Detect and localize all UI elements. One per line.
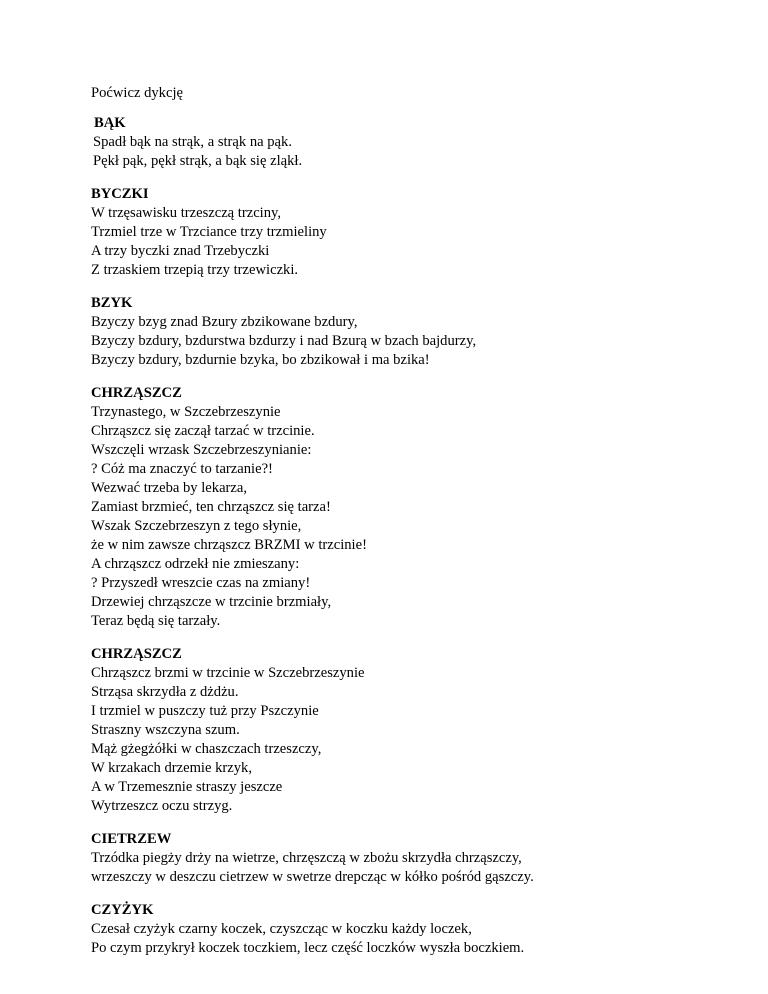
poem-line: wrzeszczy w deszczu cietrzew w swetrze drepcząc w kółko pośród gąszczy. (91, 869, 534, 885)
poem-section (91, 384, 731, 631)
poem-title: CIETRZEW (91, 831, 172, 847)
poem-line: Wezwać trzeba by lekarza, (91, 480, 248, 496)
poem-line: Spadł bąk na strąk, a strąk na pąk. (93, 134, 292, 150)
poem-line: Chrząszcz się zaczął tarzać w trzcinie. (91, 423, 315, 439)
poem-lines (91, 133, 731, 171)
poem-section (91, 114, 731, 171)
poem-list (91, 114, 731, 958)
poem-line: Wszczęli wrzask Szczebrzeszynianie: (91, 442, 312, 458)
poem-line: A trzy byczki znad Trzebyczki (91, 243, 270, 259)
poem-title: CHRZĄSZCZ (91, 385, 182, 401)
poem-lines (91, 204, 731, 280)
poem-lines (91, 920, 731, 958)
poem-section (91, 645, 731, 816)
poem-lines (91, 664, 731, 816)
poem-line: Bzyczy bzyg znad Bzury zbzikowane bzdury, (91, 314, 358, 330)
poem-line: Strząsa skrzydła z dżdżu. (91, 684, 239, 700)
poem-line: że w nim zawsze chrząszcz BRZMI w trzcinie! (91, 537, 367, 553)
poem-line: Po czym przykrył koczek toczkiem, lecz część loczków wyszła boczkiem. (91, 940, 525, 956)
poem-section (91, 830, 731, 887)
poem-line: W krzakach drzemie krzyk, (91, 760, 252, 776)
poem-title: BĄK (94, 115, 126, 131)
poem-line: I trzmiel w puszczy tuż przy Pszczynie (91, 703, 319, 719)
poem-section (91, 185, 731, 280)
poem-line: Bzyczy bzdury, bzdurnie bzyka, bo zbzikował i ma bzika! (91, 352, 430, 368)
poem-title: BYCZKI (91, 186, 149, 202)
poem-line: Drzewiej chrząszcze w trzcinie brzmiały, (91, 594, 332, 610)
poem-line: Trzódka piegży drży na wietrze, chrzęszczą w zbożu skrzydła chrząszczy, (91, 850, 522, 866)
poem-line: Pękł pąk, pękł strąk, a bąk się zląkł. (93, 153, 303, 169)
poem-title: BZYK (91, 295, 133, 311)
poem-line: A chrząszcz odrzekł nie zmieszany: (91, 556, 300, 572)
poem-title: CZYŻYK (91, 902, 154, 918)
poem-line: ? Cóż ma znaczyć to tarzanie?! (91, 461, 273, 477)
poem-line: Trzynastego, w Szczebrzeszynie (91, 404, 281, 420)
poem-lines (91, 403, 731, 631)
poem-line: Zamiast brzmieć, ten chrząszcz się tarza! (91, 499, 331, 515)
poem-line: Czesał czyżyk czarny koczek, czyszcząc w koczku każdy loczek, (91, 921, 472, 937)
poem-lines (91, 849, 731, 887)
poem-line: Straszny wszczyna szum. (91, 722, 240, 738)
poem-line: ? Przyszedł wreszcie czas na zmiany! (91, 575, 311, 591)
document-title: Poćwicz dykcję (91, 85, 183, 101)
poem-line: Bzyczy bzdury, bzdurstwa bzdurzy i nad Bzurą w bzach bajdurzy, (91, 333, 477, 349)
poem-line: Z trzaskiem trzepią trzy trzewiczki. (91, 262, 299, 278)
poem-line: A w Trzemesznie straszy jeszcze (91, 779, 283, 795)
poem-line: W trzęsawisku trzeszczą trzciny, (91, 205, 282, 221)
poem-line: Chrząszcz brzmi w trzcinie w Szczebrzeszynie (91, 665, 365, 681)
poem-title: CHRZĄSZCZ (91, 646, 182, 662)
poem-line: Teraz będą się tarzały. (91, 613, 221, 629)
poem-section (91, 901, 731, 958)
poem-line: Wytrzeszcz oczu strzyg. (91, 798, 233, 814)
poem-line: Wszak Szczebrzeszyn z tego słynie, (91, 518, 302, 534)
poem-line: Trzmiel trze w Trzciance trzy trzmieliny (91, 224, 327, 240)
poem-line: Mąż gżegżółki w chaszczach trzeszczy, (91, 741, 322, 757)
document-page (91, 84, 731, 972)
poem-section (91, 294, 731, 370)
poem-lines (91, 313, 731, 370)
